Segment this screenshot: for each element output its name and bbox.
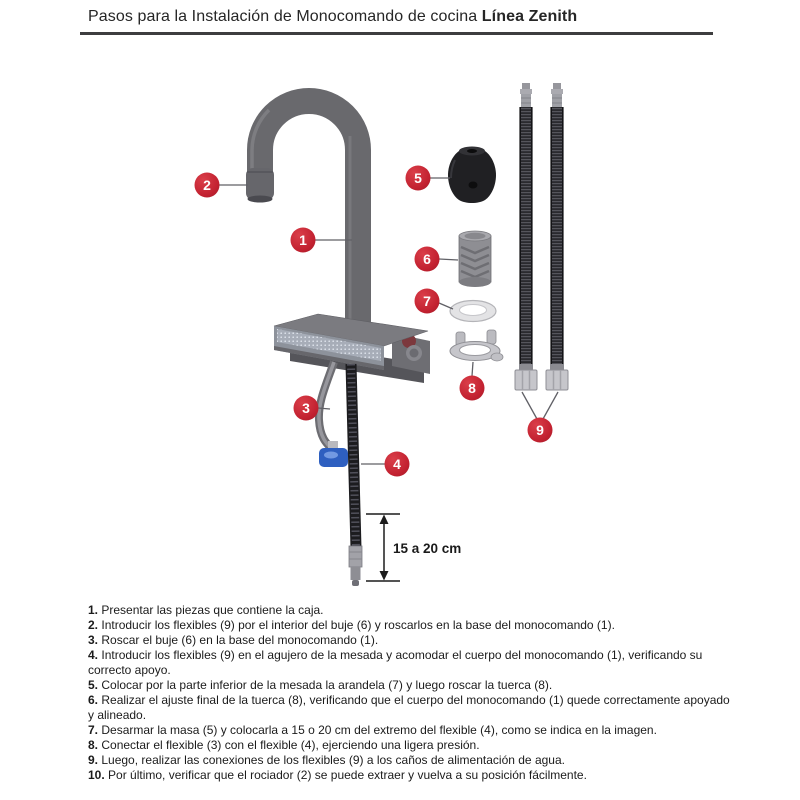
step-text: Roscar el buje (6) en la base del monocomando (1). — [101, 633, 379, 647]
step-4 — [88, 648, 733, 678]
leader-lines — [219, 178, 558, 464]
step-7 — [88, 723, 733, 738]
sprayer-rociador — [246, 168, 274, 203]
step-text: Desarmar la masa (5) y colocarla a 15 o 20 cm del extremo del flexible (4), como se indica en la imagen. — [101, 723, 657, 737]
svg-text:1: 1 — [299, 232, 307, 248]
step-number: 3. — [88, 633, 99, 647]
svg-text:6: 6 — [423, 251, 431, 267]
step-number: 5. — [88, 678, 99, 692]
supply-hose-right — [546, 83, 568, 390]
svg-text:4: 4 — [393, 456, 401, 472]
svg-text:3: 3 — [302, 400, 310, 416]
step-number: 9. — [88, 753, 99, 767]
step-number: 4. — [88, 648, 99, 662]
step-number: 1. — [88, 603, 99, 617]
step-8 — [88, 738, 733, 753]
supply-hoses-flexibles — [515, 83, 568, 390]
step-number: 8. — [88, 738, 99, 752]
badge-7 — [415, 289, 440, 314]
dimension-label: 15 a 20 cm — [393, 541, 462, 556]
svg-text:7: 7 — [423, 293, 431, 309]
step-text: Colocar por la parte inferior de la mesada la arandela (7) y luego roscar la tuerca (8). — [101, 678, 553, 692]
instruction-steps — [88, 603, 733, 783]
supply-hose-left — [515, 83, 537, 390]
badge-8 — [460, 376, 485, 401]
step-9 — [88, 753, 733, 768]
badge-5 — [406, 166, 431, 191]
step-text: Por último, verificar que el rociador (2) se puede extraer y vuelva a su posición fácilmente. — [108, 768, 587, 782]
callout-badges — [195, 166, 553, 477]
svg-text:2: 2 — [203, 177, 211, 193]
step-2 — [88, 618, 733, 633]
flexible-hose-black — [349, 364, 362, 586]
faucet-tube — [260, 101, 358, 334]
washer-arandela — [450, 301, 496, 322]
page-title-text: Pasos para la Instalación de Monocomando de cocina — [88, 8, 478, 25]
step-number: 6. — [88, 693, 99, 707]
step-text: Presentar las piezas que contiene la caja. — [101, 603, 324, 617]
flexible-hose-gray — [319, 362, 348, 467]
bushing-buje — [459, 231, 491, 287]
dimension-marker — [366, 514, 461, 581]
badge-1 — [291, 228, 316, 253]
svg-text:5: 5 — [414, 170, 422, 186]
badge-3 — [294, 396, 319, 421]
step-number: 2. — [88, 618, 99, 632]
step-text: Realizar el ajuste final de la tuerca (8), verificando que el cuerpo del monocomando (1) quede correctamente apoyado y alineado. — [88, 693, 730, 722]
badge-2 — [195, 173, 220, 198]
step-text: Luego, realizar las conexiones de los flexibles (9) a los caños de alimentación de agua. — [101, 753, 565, 767]
step-1 — [88, 603, 733, 618]
step-number: 7. — [88, 723, 99, 737]
page-title-product: Línea Zenith — [481, 8, 578, 25]
step-text: Conectar el flexible (3) con el flexible (4), ejerciendo una ligera presión. — [101, 738, 480, 752]
step-text: Introducir los flexibles (9) por el interior del buje (6) y roscarlos en la base del monocomando (1). — [101, 618, 615, 632]
badge-4 — [385, 452, 410, 477]
step-5 — [88, 678, 733, 693]
svg-text:8: 8 — [468, 380, 476, 396]
counterweight-masa — [448, 147, 496, 204]
badge-9 — [528, 418, 553, 443]
badge-6 — [415, 247, 440, 272]
clamp-nut-tuerca — [450, 330, 503, 361]
step-10 — [88, 768, 733, 783]
step-text: Introducir los flexibles (9) en el agujero de la mesada y acomodar el cuerpo del monocomando (1), verificando su correcto apoyo. — [88, 648, 703, 677]
faucet-monocomando — [246, 101, 358, 334]
svg-text:9: 9 — [536, 422, 544, 438]
hose-end-fitting — [349, 546, 362, 586]
step-6 — [88, 693, 733, 723]
step-3 — [88, 633, 733, 648]
step-number: 10. — [88, 768, 105, 782]
